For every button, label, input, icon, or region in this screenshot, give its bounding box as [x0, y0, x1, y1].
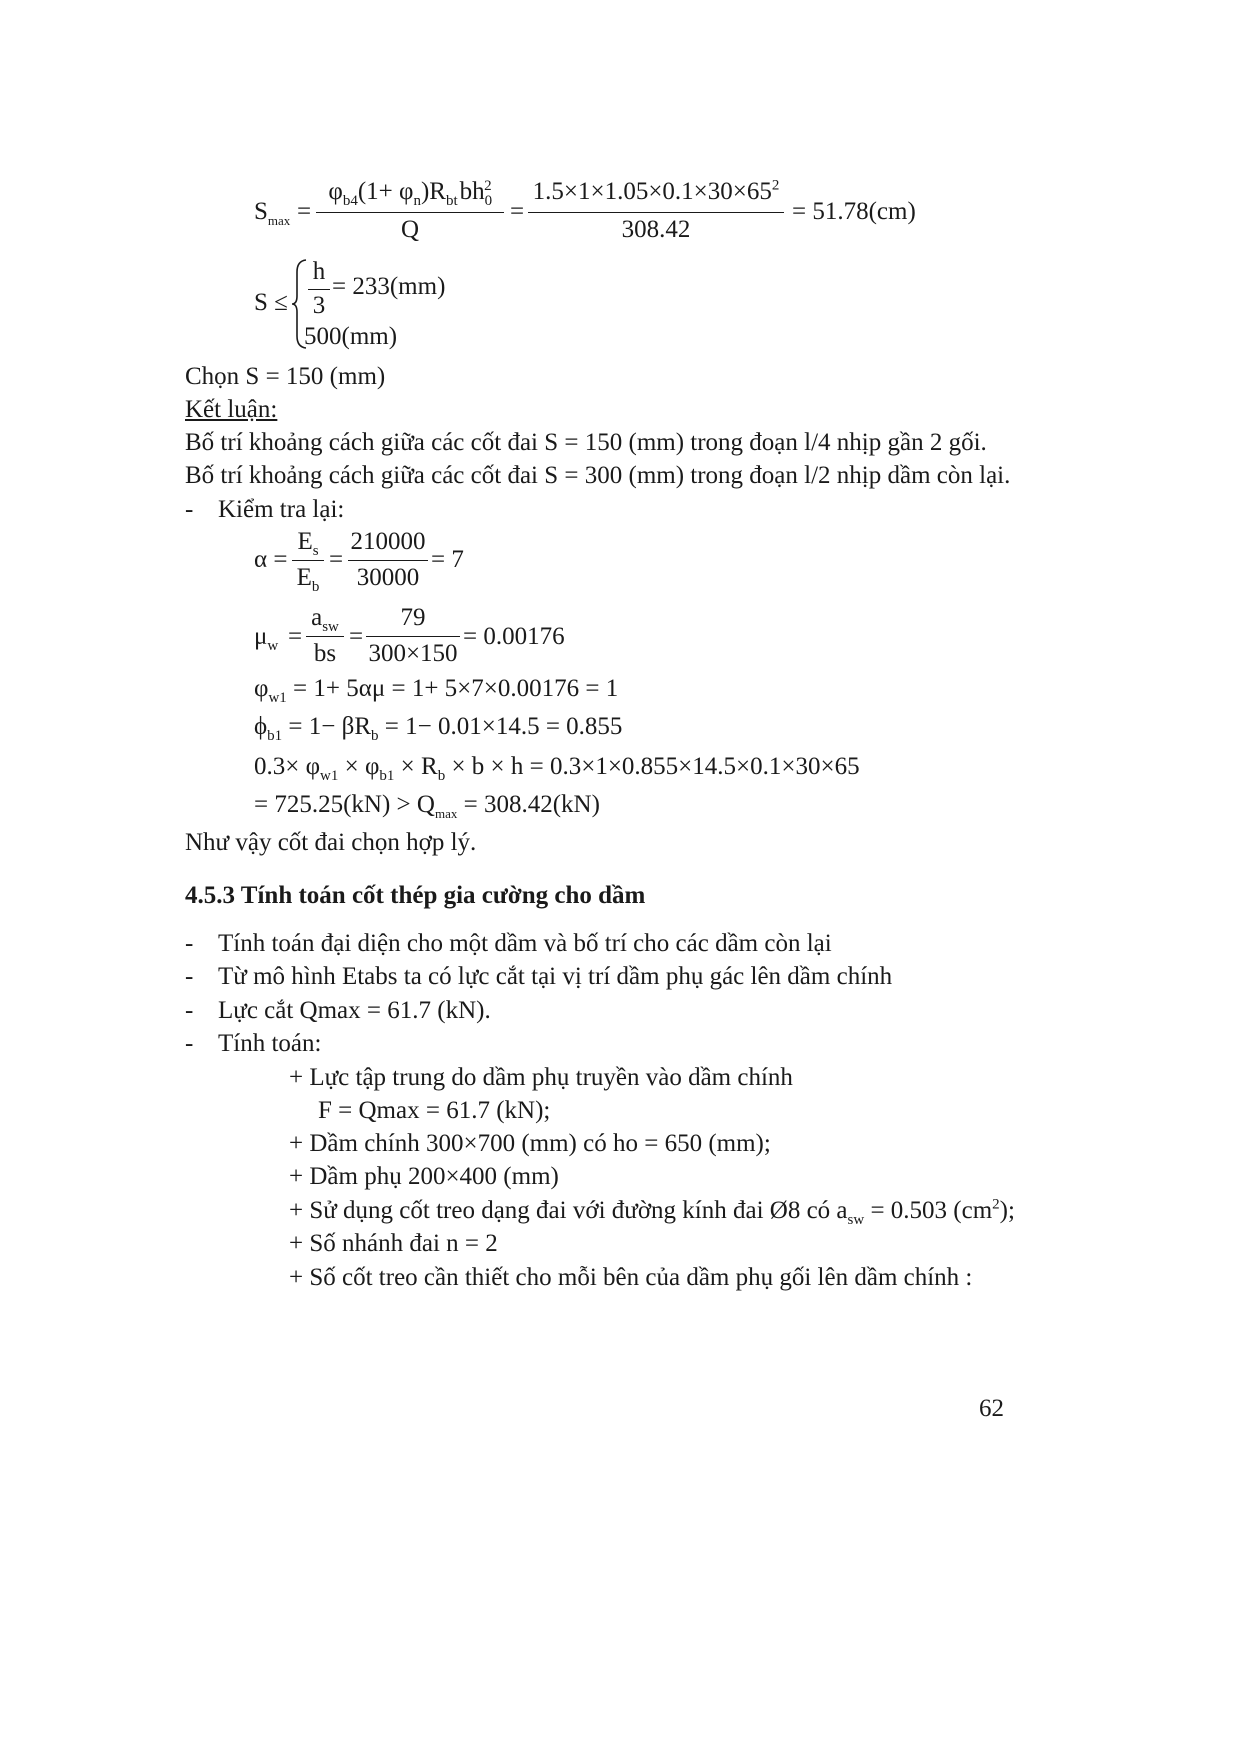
alpha-lhs: α = — [254, 546, 288, 573]
smax-denominator-1: Q — [400, 216, 420, 243]
alpha-numerator-1: $E_s$ — [297, 528, 319, 559]
smax-eq2: = — [510, 198, 525, 225]
bullet-dash: - — [185, 997, 194, 1024]
bullet-dash: - — [185, 1030, 194, 1057]
mu-result: = 0.00176 — [463, 623, 565, 650]
smax-numerator-1: $\varphi_{b4}(1+ \varphi_n)R_{bt}bh_0^2$ — [328, 177, 493, 209]
plus-item-asw: + Sử dụng cốt treo dạng đai với đường kính đai Ø8 có $a_{sw} = 0.503$ $(cm^2)$; — [289, 1196, 1015, 1228]
plus-item: + Dầm chính 300×700 (mm) có ho = 650 (mm); — [289, 1130, 771, 1157]
mu-fraction-2 — [366, 604, 460, 670]
alpha-result: = 7 — [431, 546, 464, 573]
s-limit-denominator: 3 — [312, 292, 326, 319]
smax-bar-1 — [316, 212, 504, 213]
phi-b1-line: $\phi_{b1} = 1- \beta R_b = 1- 0.01\times 14.5 = 0.855$ — [254, 713, 623, 744]
mu-numerator-1: $a_{sw}$ — [311, 604, 339, 635]
smax-result: = 51.78(cm) — [792, 198, 916, 225]
bullet-dash: - — [185, 963, 194, 990]
conclusion-line-1: Bố trí khoảng cách giữa các cốt đai S = 150 (mm) trong đoạn l/4 nhịp gần 2 gối. — [185, 429, 987, 456]
bullet-item: Tính toán: — [218, 1030, 322, 1057]
smax-denominator-2: 308.42 — [621, 216, 691, 243]
section-heading: 4.5.3 Tính toán cốt thép gia cường cho dầm — [185, 882, 646, 909]
check-line: $0.3\times \varphi_{w1} \times \varphi_{b1} \times R_b \times b \times h = 0.3\times 1\times 0.855\times 14.5\times 0.1\times 30\times 65$ — [254, 753, 860, 784]
plus-item: + Dầm phụ 200×400 (mm) — [289, 1163, 559, 1190]
bullet-item: Từ mô hình Etabs ta có lực cắt tại vị trí dầm phụ gác lên dầm chính — [218, 963, 893, 990]
conclusion-line-2: Bố trí khoảng cách giữa các cốt đai S = 300 (mm) trong đoạn l/2 nhịp dầm còn lại. — [185, 462, 1011, 489]
phi-w1-line: $\varphi_{w1} = 1+ 5\alpha\mu = 1+ 5\times 7\times 0.00176 = 1$ — [254, 675, 619, 706]
mu-fraction-1 — [306, 604, 344, 670]
bullet-item: Lực cắt Qmax = 61.7 (kN). — [218, 997, 491, 1024]
s-limit-fraction — [308, 258, 330, 322]
alpha-bar-2 — [348, 560, 428, 561]
smax-numerator-2: $1.5\times 1\times 1.05\times 0.1\times 30\times 65^2$ — [532, 177, 780, 205]
plus-item: + Lực tập trung do dầm phụ truyền vào dầm chính — [289, 1064, 793, 1091]
page-number: 62 — [979, 1395, 1004, 1422]
alpha-fraction-1 — [292, 528, 324, 594]
mu-denominator-2: 300×150 — [368, 640, 458, 667]
mu-eq2: = — [349, 623, 364, 650]
mu-denominator-1: bs — [313, 640, 337, 667]
smax-fraction-1 — [316, 178, 504, 248]
alpha-fraction-2 — [348, 528, 428, 594]
mu-numerator-2: 79 — [400, 604, 426, 631]
smax-eq1: = — [297, 198, 312, 225]
recheck-text: Kiểm tra lại: — [218, 496, 345, 523]
s-limit-second: 500(mm) — [304, 323, 398, 350]
smax-lhs: $S_{max}$ — [254, 198, 291, 228]
recheck-dash: - — [185, 496, 194, 523]
plus-item: + Số nhánh đai n = 2 — [289, 1230, 498, 1257]
s-limit-first-result: = 233(mm) — [332, 273, 446, 300]
alpha-denominator-1: $E_b$ — [296, 564, 320, 595]
s-limit-lhs: S ≤ — [254, 289, 288, 316]
s-limit-numerator: h — [312, 258, 326, 285]
alpha-denominator-2: 30000 — [356, 564, 420, 591]
check-result-line: = $725.25(kN) > Q_{max} = 308.42(kN)$ — [254, 791, 600, 821]
s-limit-bar — [308, 289, 330, 290]
plus-item-continuation: F = Qmax = 61.7 (kN); — [318, 1097, 551, 1124]
mu-eq1: = — [288, 623, 303, 650]
mu-bar-2 — [366, 636, 460, 637]
mu-bar-1 — [306, 636, 344, 637]
smax-bar-2 — [528, 212, 784, 213]
bullet-item: Tính toán đại diện cho một dầm và bố trí cho các dầm còn lại — [218, 930, 832, 957]
conclusion-heading: Kết luận: — [185, 396, 278, 423]
choose-s-line: Chọn S = 150 (mm) — [185, 363, 386, 390]
plus-item: + Số cốt treo cần thiết cho mỗi bên của dầm phụ gối lên dầm chính : — [289, 1264, 973, 1291]
bullet-dash: - — [185, 930, 194, 957]
alpha-eq: = — [329, 546, 344, 573]
reasonable-line: Như vậy cốt đai chọn hợp lý. — [185, 829, 477, 856]
mu-lhs: $\mu_w$ — [254, 623, 279, 654]
smax-fraction-2 — [528, 178, 784, 248]
alpha-bar-1 — [292, 560, 324, 561]
alpha-numerator-2: 210000 — [350, 528, 426, 555]
